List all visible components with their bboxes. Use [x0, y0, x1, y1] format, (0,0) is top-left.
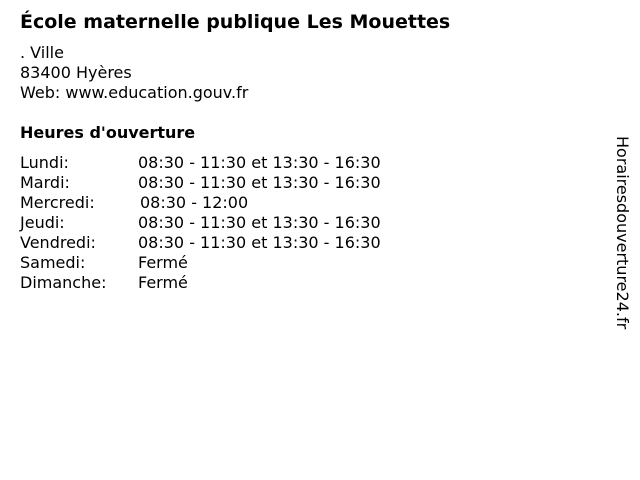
day-label: Mardi: — [20, 173, 70, 192]
day-times: 08:30 - 11:30 et 13:30 - 16:30 — [138, 213, 381, 232]
address-web: Web: www.education.gouv.fr — [20, 83, 249, 102]
opening-hours-heading: Heures d'ouverture — [20, 123, 196, 142]
day-times: Fermé — [138, 253, 188, 272]
day-label: Vendredi: — [20, 233, 96, 252]
address-street: . Ville — [20, 43, 64, 62]
day-label: Samedi: — [20, 253, 86, 272]
day-times: 08:30 - 12:00 — [140, 193, 249, 212]
day-times: 08:30 - 11:30 et 13:30 - 16:30 — [138, 173, 381, 192]
day-times: Fermé — [138, 273, 188, 292]
day-label: Dimanche: — [20, 273, 107, 292]
day-label: Jeudi: — [20, 213, 65, 232]
site-brand-vertical: Horairesdouverture24.fr — [613, 136, 632, 330]
address-block — [20, 43, 248, 103]
page-title: École maternelle publique Les Mouettes — [20, 11, 451, 33]
day-label: Lundi: — [20, 153, 69, 172]
address-city: 83400 Hyères — [20, 63, 132, 82]
day-times: 08:30 - 11:30 et 13:30 - 16:30 — [138, 153, 381, 172]
day-times: 08:30 - 11:30 et 13:30 - 16:30 — [138, 233, 381, 252]
day-label: Mercredi: — [20, 193, 95, 212]
